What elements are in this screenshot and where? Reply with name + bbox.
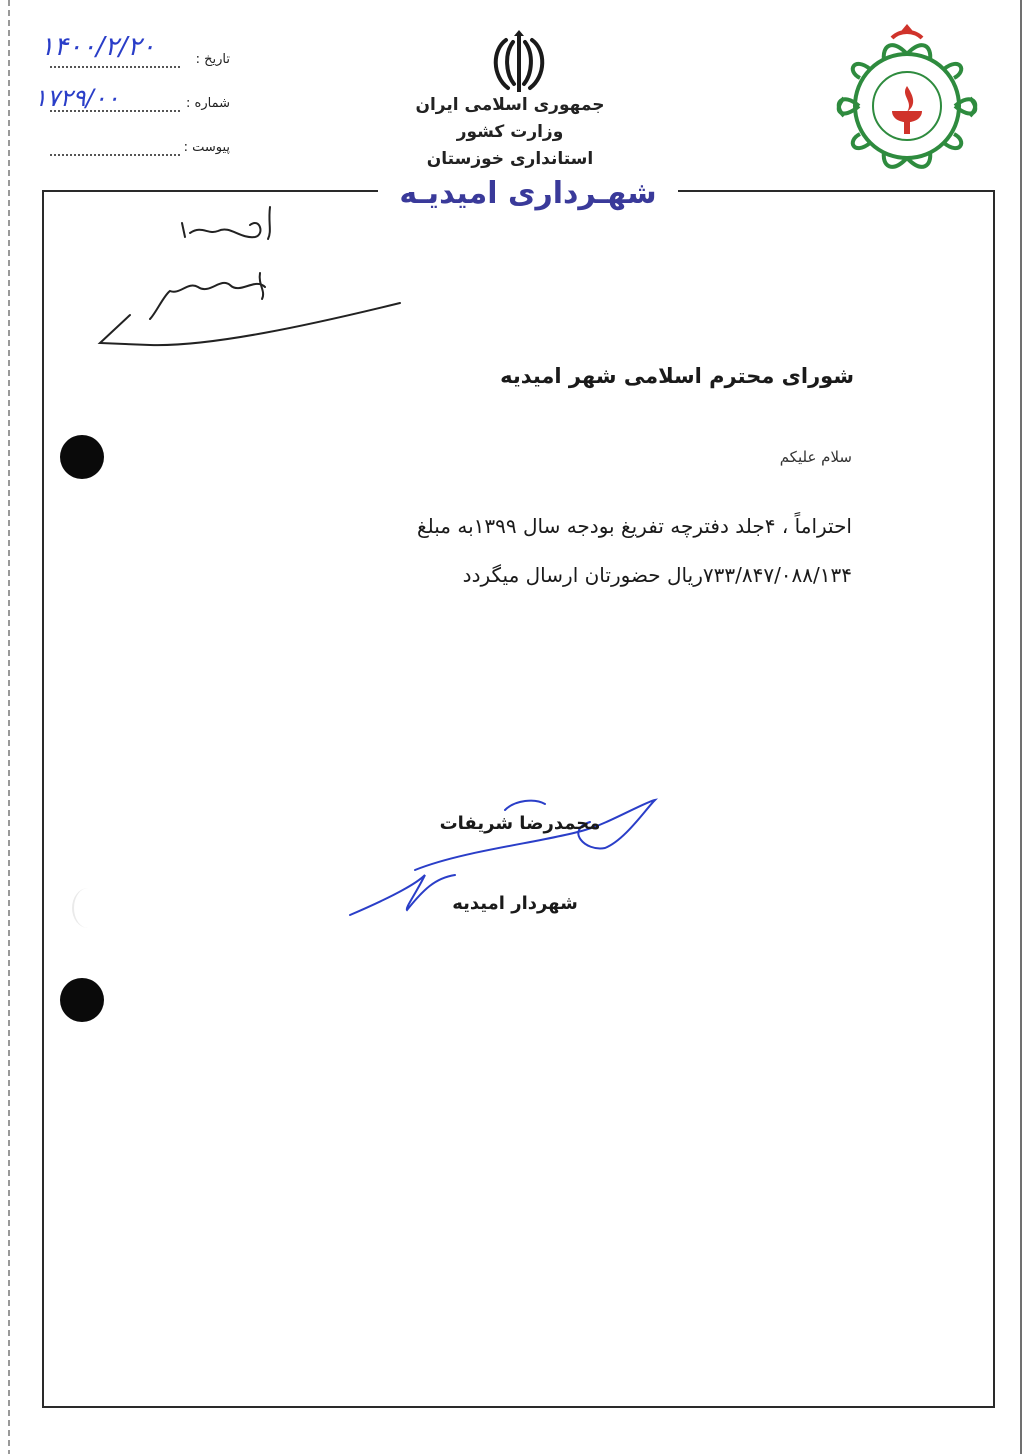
punch-hole-top bbox=[60, 435, 104, 479]
body-paragraph-line1: احتراماً ، ۴جلد دفترچه تفریغ بودجه سال ۱۳۹۹به مبلغ bbox=[416, 514, 852, 538]
header-country: جمهوری اسلامی ایران bbox=[415, 95, 605, 115]
number-label: شماره : bbox=[186, 96, 230, 111]
attachment-label: پیوست : bbox=[183, 140, 230, 155]
punch-hole-bottom bbox=[60, 978, 104, 1022]
faint-scan-mark bbox=[72, 888, 104, 928]
municipality-logo-icon bbox=[822, 16, 992, 186]
signer-title: شهردار امیدیه bbox=[452, 893, 578, 914]
municipality-banner: شهـرداری امیدیـه bbox=[378, 176, 678, 216]
addressee: شورای محترم اسلامی شهر امیدیه bbox=[500, 364, 854, 388]
number-value: ۱۷۲۹/۰۰ bbox=[34, 84, 120, 112]
date-dots bbox=[50, 66, 180, 68]
scan-edge-left bbox=[8, 0, 10, 1454]
date-value: ۱۴۰۰/۲/۲۰ bbox=[40, 32, 156, 62]
number-row bbox=[34, 84, 240, 128]
signer-name: محمدرضا شریفات bbox=[439, 813, 601, 834]
header-province: استانداری خوزستان bbox=[426, 149, 594, 169]
attachment-dots bbox=[50, 154, 180, 156]
letter-meta bbox=[34, 32, 240, 172]
greeting: سلام علیکم bbox=[779, 448, 852, 466]
date-row bbox=[40, 32, 240, 84]
date-label: تاریخ : bbox=[195, 52, 230, 67]
body-paragraph-line2: ۷۳۳/۸۴۷/۰۸۸/۱۳۴ریال حضورتان ارسال میگردد bbox=[462, 563, 852, 587]
attachment-row bbox=[40, 128, 240, 172]
iran-emblem-icon bbox=[484, 28, 554, 96]
scan-edge-right bbox=[1020, 0, 1022, 1454]
header-ministry: وزارت کشور bbox=[456, 122, 564, 142]
handwritten-note bbox=[90, 195, 420, 365]
note-line2: جلسه شورا bbox=[220, 295, 225, 296]
note-line1: با سلام bbox=[220, 235, 223, 236]
